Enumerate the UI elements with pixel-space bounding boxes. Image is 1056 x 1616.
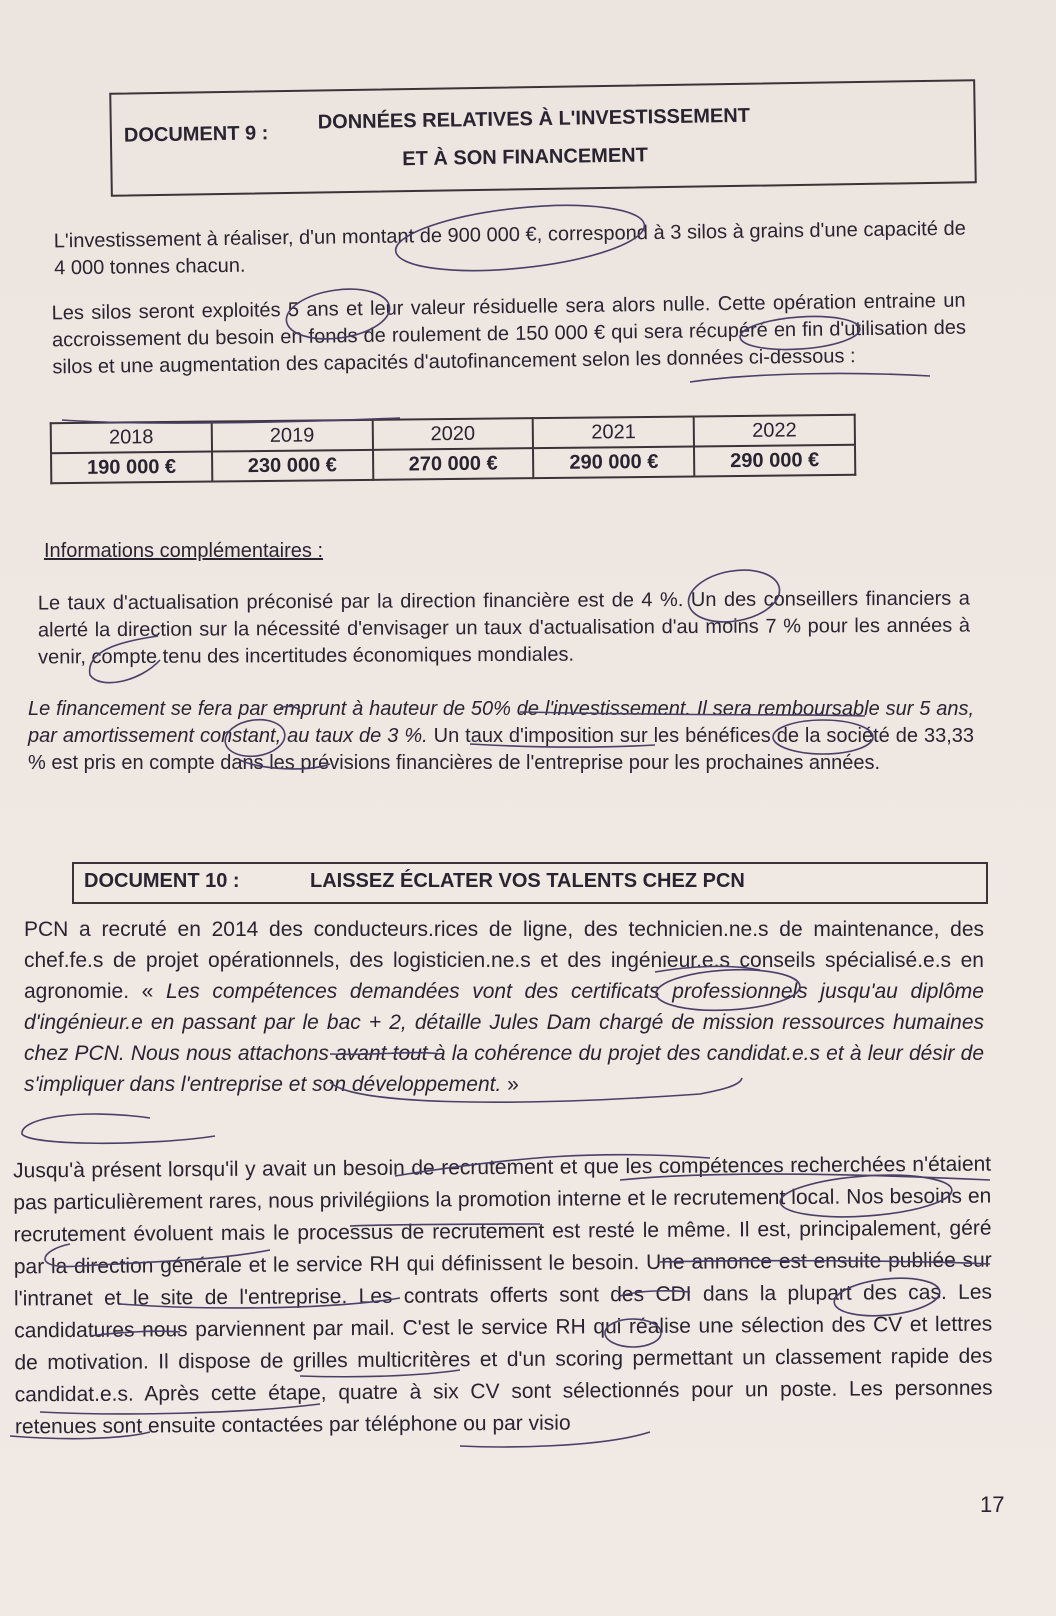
financing-tax-text: Un taux d'imposition sur les bénéfices de la société de 33,33 % est pris en compte dans les prévisions financières de l'entreprise pour les prochaines années.	[28, 725, 975, 774]
doc10-title: LAISSEZ ÉCLATER VOS TALENTS CHEZ PCN	[310, 870, 745, 892]
doc9-paragraph-investment: L'investissement à réaliser, d'un montant de 900 000 €, correspond à 3 silos à grains d'une capacité de 4 000 tonnes chacun.	[53, 217, 966, 280]
doc9-title-line1: DONNÉES RELATIVES À L'INVESTISSEMENT	[317, 104, 751, 134]
doc10-header-box	[72, 862, 988, 904]
caf-year-cell: 2019	[211, 420, 372, 452]
quote-close-text: »	[501, 1073, 519, 1096]
caf-year-cell: 2020	[372, 418, 533, 450]
caf-value-cell: 270 000 €	[373, 448, 534, 480]
doc9-title-line2: ET À SON FINANCEMENT	[402, 144, 649, 171]
caf-table	[50, 414, 857, 484]
doc9-header-box	[109, 79, 977, 197]
doc10-label: DOCUMENT 10 :	[84, 870, 240, 892]
caf-value-cell: 190 000 €	[51, 452, 212, 484]
doc9-paragraph-discount-rate: Le taux d'actualisation préconisé par la direction financière est de 4 %. Un des conseillers financiers a alerté la direction sur la nécessité d'envisager un taux d'actualisation d'au moins 7 % pour les années à venir, compte tenu des incertitudes économiques mondiales.	[37, 587, 971, 669]
doc9-paragraph-silos: Les silos seront exploités 5 ans et leur valeur résiduelle sera alors nulle. Cette opération entraine un accroissement du besoin en fonds de roulement de 150 000 € qui sera récupéré en fin d'utilisation des silos et une augmentation des capacités d'autofinancement selon les données ci-dessous :	[51, 289, 967, 379]
quote-intro-text: PCN a recruté en 2014 des conducteurs.rices de ligne, des technicien.ne.s de maintenance, des chef.fe.s de projet opérationnels, des logisticien.ne.s et des ingénieur.e.s conseils spécialisé.e.s en agronomie. «	[24, 918, 984, 1003]
annotation-circle	[22, 1114, 215, 1143]
caf-year-cell: 2021	[533, 416, 694, 448]
doc9-label: DOCUMENT 9 :	[123, 122, 269, 147]
caf-year-cell: 2018	[51, 422, 212, 454]
financing-italic-text: Le financement se fera par emprunt à hauteur de 50% de l'investissement. Il sera remboursable sur 5 ans, par amortissement constant, au taux de 3 %.	[28, 698, 974, 747]
caf-value-cell: 290 000 €	[533, 446, 694, 478]
doc10-paragraph-recruitment-process: Jusqu'à présent lorsqu'il y avait un besoin de recrutement et que les compétences recherchées n'étaient pas particulièrement rares, nous privilégiions la promotion interne et le recrutement local. Nos besoins en recrutement évoluent mais le processus de recrutement est resté le même. Il est, principalement, géré par la direction générale et le service RH qui définissent le besoin. Une annonce est ensuite publiée sur l'intranet et le site de l'entreprise. Les contrats offerts sont des CDI dans la plupart des cas. Les candidatures nous parviennent par mail. C'est le service RH qui réalise une sélection des CV et lettres de motivation. Il dispose de grilles multicritères et d'un scoring permettant un classement rapide des candidat.e.s. Après cette étape, quatre à six CV sont sélectionnés pour un poste. Les personnes retenues sont ensuite contactées par téléphone ou par visio	[13, 1152, 993, 1439]
caf-year-cell: 2022	[694, 415, 855, 447]
caf-value-cell: 290 000 €	[694, 445, 855, 477]
doc10-paragraph-recruitment-quote	[24, 914, 984, 1100]
info-heading: Informations complémentaires :	[44, 540, 324, 562]
caf-value-cell: 230 000 €	[212, 450, 373, 482]
quote-italic-text: Les compétences demandées vont des certificats professionnels jusqu'au diplôme d'ingénieur.e en passant par le bac + 2, détaille Jules Dam chargé de mission ressources humaines chez PCN. Nous nous attachons avant tout à la cohérence du projet des candidat.e.s et à leur désir de s'impliquer dans l'entreprise et son développement.	[24, 980, 984, 1096]
page-number: 17	[980, 1492, 1005, 1517]
doc9-paragraph-financing	[28, 696, 974, 777]
annotation-underline	[690, 374, 930, 382]
